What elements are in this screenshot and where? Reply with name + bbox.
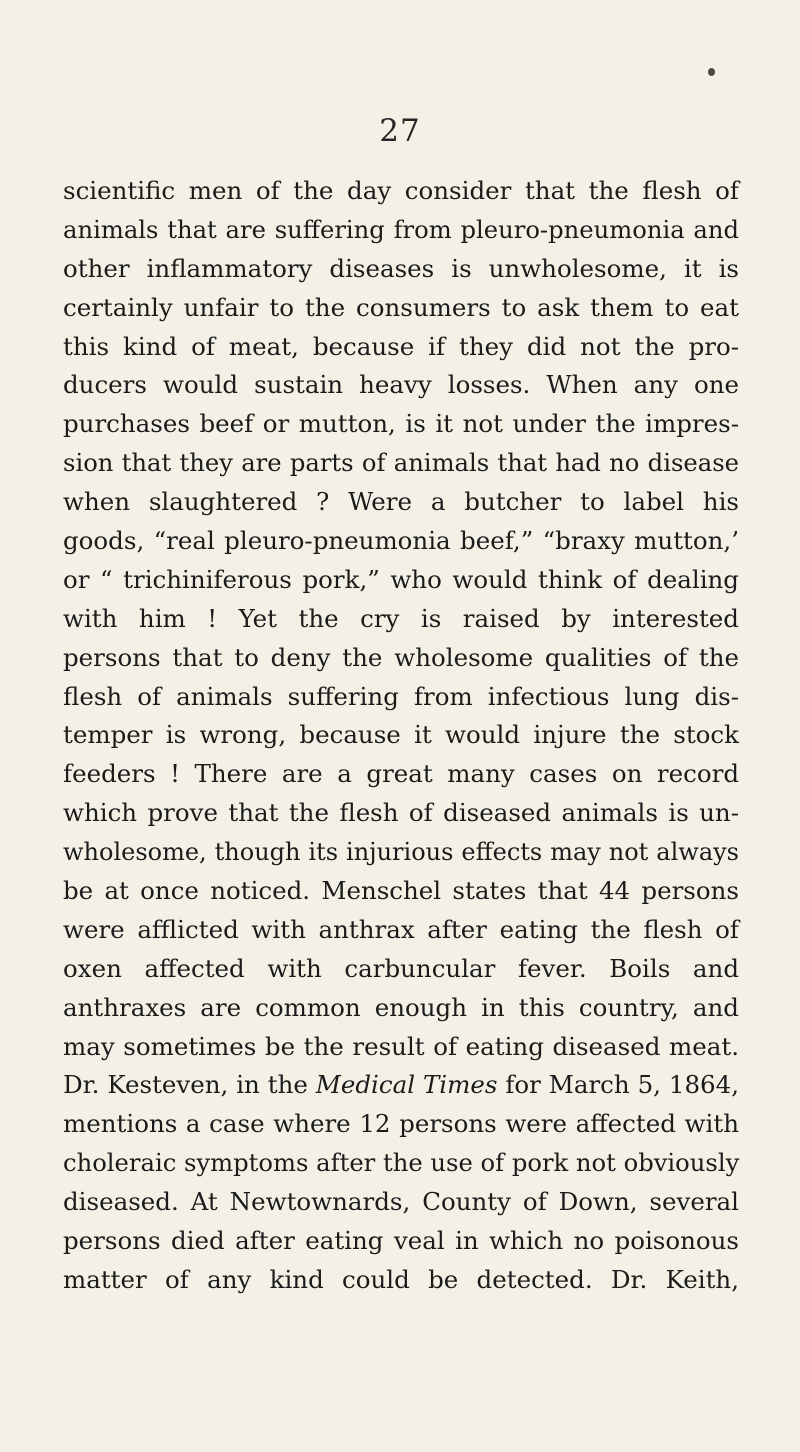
text-line: scientific men of the day consider that the flesh of — [63, 176, 739, 205]
text-line: purchases beef or mutton, is it not under the impres- — [63, 409, 739, 439]
text-line: persons died after eating veal in which no poisonous — [63, 1226, 739, 1256]
text-line: with him ! Yet the cry is raised by interested — [63, 603, 739, 633]
text-line: this kind of meat, because if they did not the pro- — [63, 331, 739, 361]
text-line-with-italic — [63, 1066, 739, 1105]
text-line: matter of any kind could be detected. Dr. Keith, — [63, 1264, 739, 1294]
text-line: sion that they are parts of animals that had no disease — [63, 448, 739, 478]
text-line: were afflicted with anthrax after eating the flesh of — [63, 914, 739, 944]
text-line: certainly unfair to the consumers to ask them to eat — [63, 292, 739, 322]
text-line: mentions a case where 12 persons were affected with — [63, 1109, 739, 1139]
text-line: flesh of animals suffering from infectious lung dis- — [63, 681, 739, 711]
text-line: oxen affected with carbuncular fever. Boils and — [63, 953, 739, 983]
text-line: feeders ! There are a great many cases on record — [63, 759, 739, 789]
text-line: temper is wrong, because it would injure the stock — [63, 720, 739, 750]
text-line: other inflammatory diseases is unwholesome, it is — [63, 253, 739, 283]
text-segment: Dr. Kesteven, in the — [63, 1070, 316, 1100]
journal-title: Medical Times — [315, 1070, 498, 1100]
text-line: wholesome, though its injurious effects may not always — [63, 838, 739, 867]
text-line: choleraic symptoms after the use of pork not obviously — [63, 1148, 740, 1178]
text-line: persons that to deny the wholesome qualities of the — [63, 642, 739, 672]
text-line: ducers would sustain heavy losses. When any one — [63, 370, 739, 400]
text-line: or “ trichiniferous pork,” who would think of dealing — [63, 564, 739, 594]
page-number: 27 — [379, 113, 421, 149]
text-line: goods, “real pleuro-pneumonia beef,” “braxy mutton,’ — [63, 526, 739, 556]
text-line: diseased. At Newtownards, County of Down, several — [63, 1187, 739, 1217]
body-text — [63, 172, 739, 1300]
text-line: be at once noticed. Menschel states that 44 persons — [63, 876, 739, 906]
text-line: anthraxes are common enough in this country, and — [63, 992, 739, 1022]
text-line: which prove that the flesh of diseased animals is un- — [63, 798, 739, 828]
text-segment: for March 5, 1864, — [497, 1070, 739, 1100]
ink-mark — [708, 68, 715, 76]
text-line: may sometimes be the result of eating diseased meat. — [63, 1031, 739, 1061]
text-line: animals that are suffering from pleuro-pneumonia and — [63, 214, 739, 244]
text-line: when slaughtered ? Were a butcher to label his — [63, 487, 739, 517]
